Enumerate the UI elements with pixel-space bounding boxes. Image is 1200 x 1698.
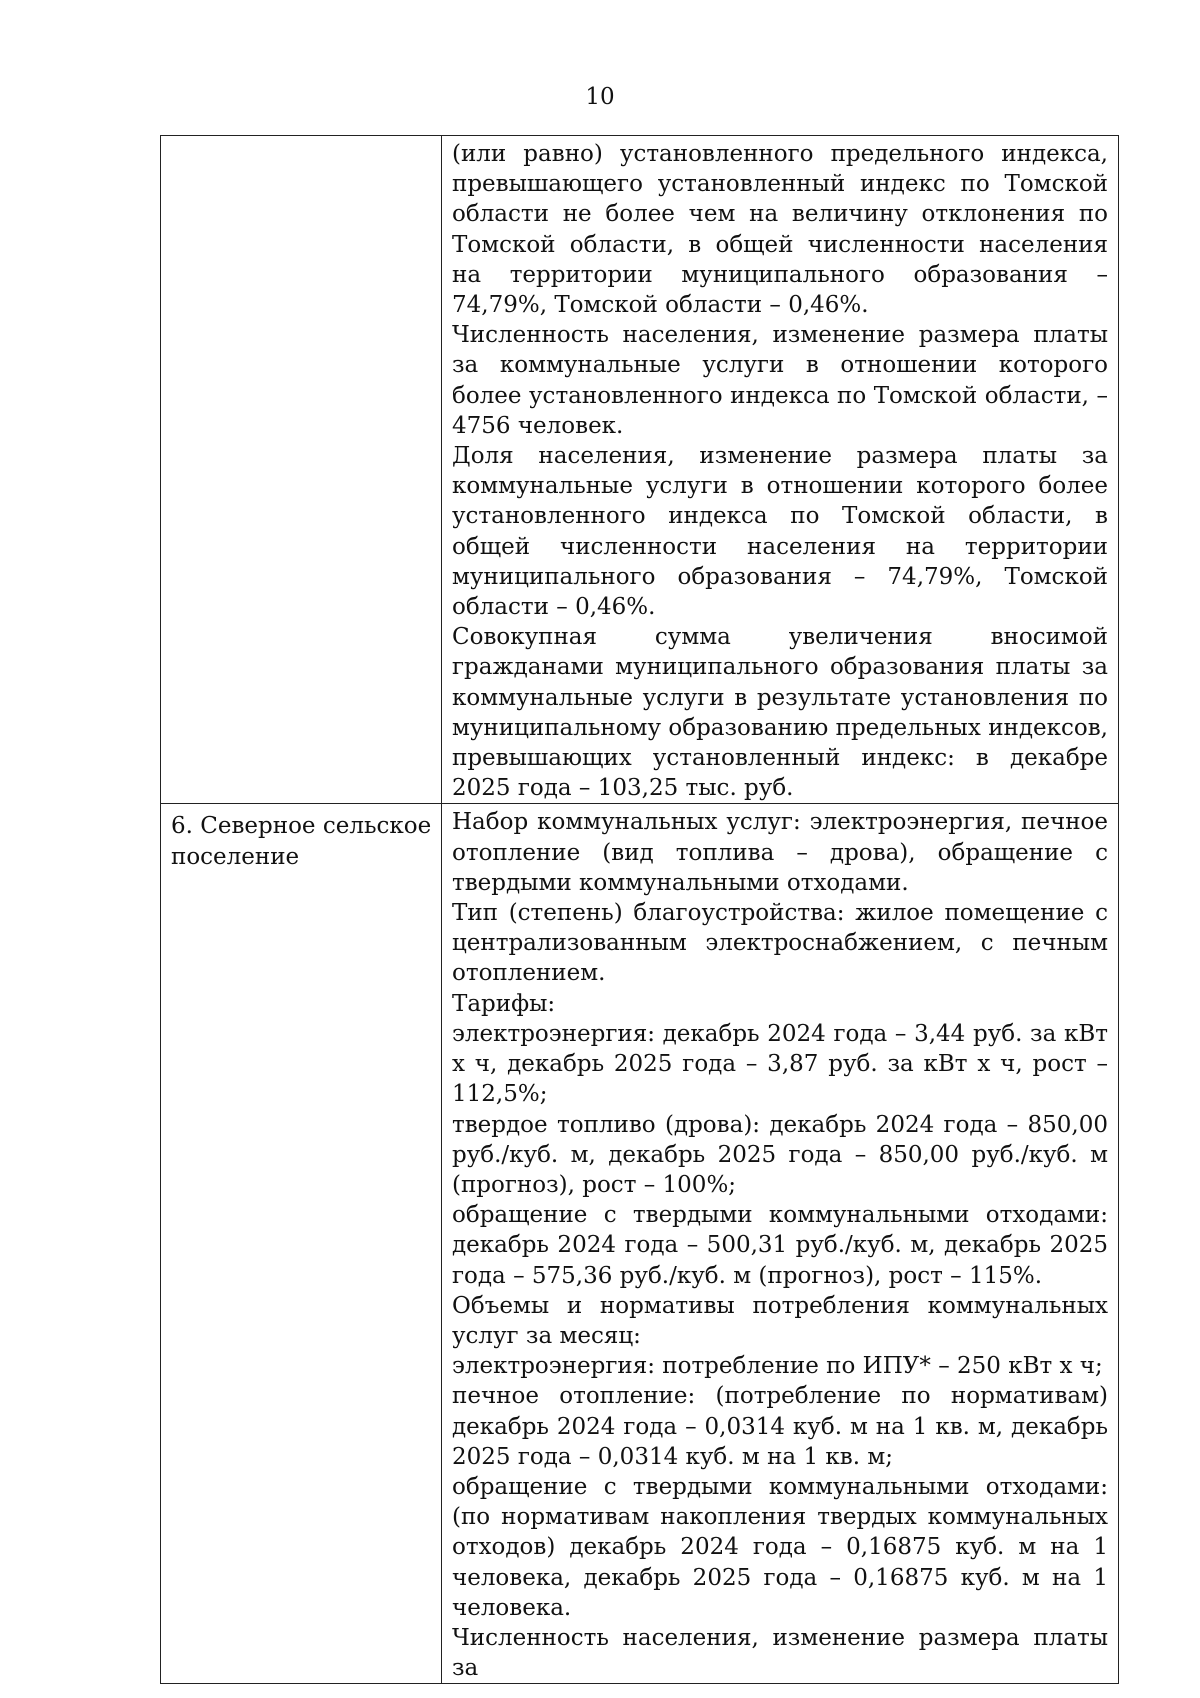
description-cell: [442, 136, 1119, 804]
page-number: 10: [585, 84, 615, 110]
paragraph: Совокупная сумма увеличения вносимой гражданами муниципального образования платы за коммунальные услуги в результате установления по муниципальному образованию предельных индексов, превышающих установленный индекс: в декабре 2025 года – 103,25 тыс. руб.: [452, 624, 1108, 802]
municipality-name-cell: [161, 136, 442, 804]
paragraph: печное отопление: (потребление по нормативам) декабрь 2024 года – 0,0314 куб. м на 1 кв. м, декабрь 2025 года – 0,0314 куб. м на 1 кв. м;: [452, 1383, 1108, 1470]
paragraph: Набор коммунальных услуг: электроэнергия, печное отопление (вид топлива – дрова), обращение с твердыми коммунальными отходами.: [452, 809, 1108, 896]
paragraph: обращение с твердыми коммунальными отходами: декабрь 2024 года – 500,31 руб./куб. м, декабрь 2025 года – 575,36 руб./куб. м (прогноз), рост – 115%.: [452, 1202, 1108, 1289]
municipality-name: 6. Северное сельское поселение: [171, 813, 432, 870]
table-row: [161, 804, 1119, 1684]
paragraph: обращение с твердыми коммунальными отходами: (по нормативам накопления твердых коммунальных отходов) декабрь 2024 года – 0,16875 куб. м на 1 человека, декабрь 2025 года – 0,16875 куб. м на 1 человека.: [452, 1473, 1108, 1621]
paragraph: Численность населения, изменение размера платы за коммунальные услуги в отношении которого более установленного индекса по Томской области, – 4756 человек.: [452, 322, 1108, 439]
municipality-name-cell: [161, 804, 442, 1684]
paragraph: Тарифы:: [452, 990, 556, 1017]
paragraph: Численность населения, изменение размера платы за: [452, 1624, 1108, 1682]
paragraph: (или равно) установленного предельного индекса, превышающего установленный индекс по Томской области не более чем на величину отклонения по Томской области, в общей численности населения на территории муниципального образования – 74,79%, Томской области – 0,46%.: [452, 141, 1108, 319]
paragraph: Объемы и нормативы потребления коммунальных услуг за месяц:: [452, 1292, 1108, 1349]
paragraph: Доля населения, изменение размера платы за коммунальные услуги в отношении которого более установленного индекса по Томской области, в общей численности населения на территории муниципального образования – 74,79%, Томской области – 0,46%.: [452, 443, 1108, 621]
paragraph: Тип (степень) благоустройства: жилое помещение с централизованным электроснабжением, с печным отоплением.: [452, 900, 1108, 987]
paragraph: твердое топливо (дрова): декабрь 2024 года – 850,00 руб./куб. м, декабрь 2025 года – 850,00 руб./куб. м (прогноз), рост – 100%;: [452, 1111, 1108, 1198]
description-cell: [442, 804, 1119, 1684]
paragraph: электроэнергия: потребление по ИПУ* – 250 кВт х ч;: [452, 1353, 1103, 1380]
paragraph: электроэнергия: декабрь 2024 года – 3,44 руб. за кВт х ч, декабрь 2025 года – 3,87 руб. за кВт х ч, рост – 112,5%;: [452, 1020, 1108, 1108]
municipal-utilities-table: [160, 135, 1119, 1684]
table-row: [161, 136, 1119, 804]
